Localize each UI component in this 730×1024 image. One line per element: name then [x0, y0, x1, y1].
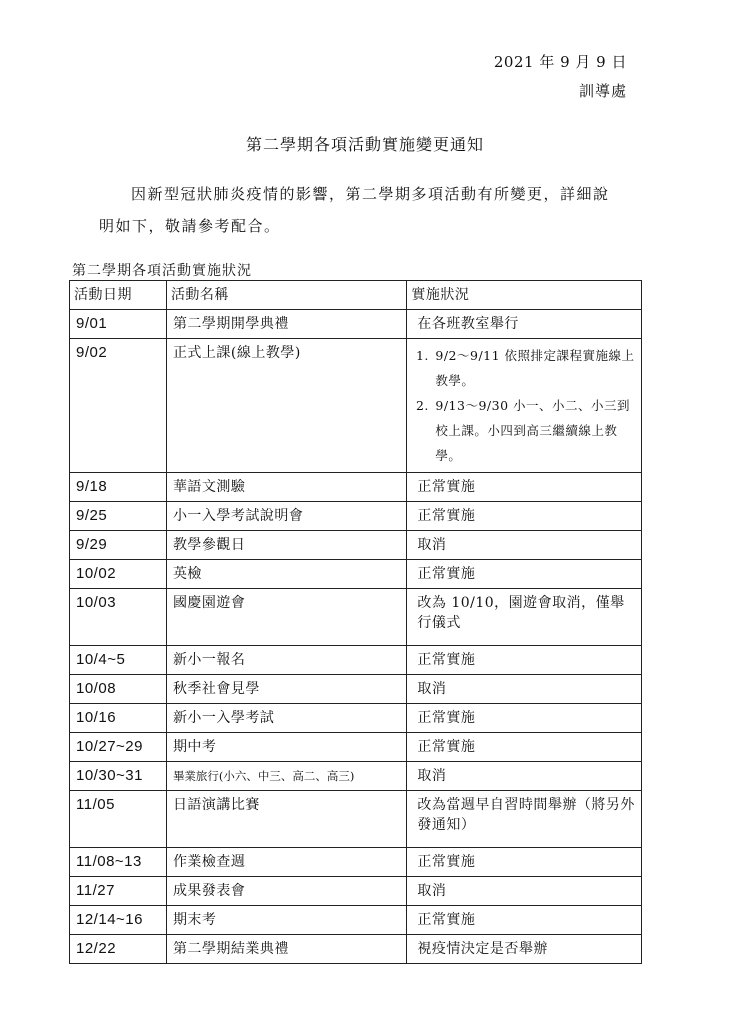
row-status: 正常實施	[407, 560, 642, 589]
activity-table	[69, 280, 642, 964]
row-name: 期中考	[166, 733, 406, 762]
table-header-row	[70, 281, 642, 310]
table-row	[70, 877, 642, 906]
intro-line-1: 因新型冠狀肺炎疫情的影響，第二學期多項活動有所變更，詳細說	[131, 185, 610, 203]
row-name: 華語文測驗	[166, 473, 406, 502]
header-status: 實施狀況	[407, 281, 642, 310]
row-date: 10/30~31	[70, 762, 167, 791]
row-status: 取消	[407, 531, 642, 560]
row-status: 改為 10/10，園遊會取消，僅舉行儀式	[407, 589, 642, 646]
intro-paragraph	[99, 178, 619, 242]
row-status: 取消	[407, 762, 642, 791]
row-status: 正常實施	[407, 473, 642, 502]
header-name: 活動名稱	[166, 281, 406, 310]
status-step: 1. 9/2～9/11 依照排定課程實施線上教學。	[433, 343, 637, 393]
table-row	[70, 531, 642, 560]
document-title: 第二學期各項活動實施變更通知	[245, 135, 484, 154]
table-row	[70, 906, 642, 935]
table-row	[70, 339, 642, 473]
row-status: 取消	[407, 675, 642, 704]
row-date: 10/03	[70, 589, 167, 646]
row-name: 第二學期開學典禮	[166, 310, 406, 339]
row-date: 10/08	[70, 675, 167, 704]
table-row	[70, 791, 642, 848]
row-name: 畢業旅行(小六、中三、高二、高三)	[166, 762, 406, 791]
row-status: 改為當週早自習時間舉辦（將另外發通知）	[407, 791, 642, 848]
row-date: 11/08~13	[70, 848, 167, 877]
row-status: 正常實施	[407, 646, 642, 675]
row-status: 正常實施	[407, 704, 642, 733]
row-name: 新小一入學考試	[166, 704, 406, 733]
header-date: 活動日期	[70, 281, 167, 310]
row-name: 秋季社會見學	[166, 675, 406, 704]
row-name: 正式上課(線上教學)	[166, 339, 406, 473]
row-date: 9/18	[70, 473, 167, 502]
row-date: 10/27~29	[70, 733, 167, 762]
table-row	[70, 675, 642, 704]
row-name: 英檢	[166, 560, 406, 589]
row-status: 正常實施	[407, 502, 642, 531]
row-status: 正常實施	[407, 906, 642, 935]
row-name: 教學參觀日	[166, 531, 406, 560]
row-status: 視疫情決定是否舉辦	[407, 935, 642, 964]
row-date: 11/05	[70, 791, 167, 848]
row-name: 日語演講比賽	[166, 791, 406, 848]
table-row	[70, 310, 642, 339]
row-name: 小一入學考試說明會	[166, 502, 406, 531]
status-steps-list	[417, 343, 637, 468]
row-name: 第二學期結業典禮	[166, 935, 406, 964]
row-status: 正常實施	[407, 848, 642, 877]
row-name: 作業檢查週	[166, 848, 406, 877]
table-row	[70, 473, 642, 502]
table-row	[70, 935, 642, 964]
status-step: 2. 9/13～9/30 小一、小二、小三到校上課。小四到高三繼續線上教學。	[433, 393, 637, 468]
department-line: 訓導處	[578, 82, 627, 100]
row-status: 在各班教室舉行	[407, 310, 642, 339]
row-date: 12/22	[70, 935, 167, 964]
row-date: 9/02	[70, 339, 167, 473]
row-status: 取消	[407, 877, 642, 906]
row-date: 10/16	[70, 704, 167, 733]
table-row	[70, 704, 642, 733]
table-caption: 第二學期各項活動實施狀況	[72, 263, 252, 279]
date-line: 2021 年 9 月 9 日	[493, 53, 627, 71]
table-row	[70, 762, 642, 791]
row-name: 成果發表會	[166, 877, 406, 906]
row-status	[407, 339, 642, 473]
row-date: 9/01	[70, 310, 167, 339]
table-row	[70, 502, 642, 531]
row-status: 正常實施	[407, 733, 642, 762]
intro-line-2: 明如下，敬請參考配合。	[99, 217, 281, 235]
row-name: 新小一報名	[166, 646, 406, 675]
row-date: 9/29	[70, 531, 167, 560]
table-row	[70, 589, 642, 646]
table-row	[70, 848, 642, 877]
row-date: 12/14~16	[70, 906, 167, 935]
row-date: 10/4~5	[70, 646, 167, 675]
row-name: 期末考	[166, 906, 406, 935]
row-date: 10/02	[70, 560, 167, 589]
table-row	[70, 733, 642, 762]
table-row	[70, 646, 642, 675]
row-name: 國慶園遊會	[166, 589, 406, 646]
row-date: 9/25	[70, 502, 167, 531]
table-row	[70, 560, 642, 589]
row-date: 11/27	[70, 877, 167, 906]
